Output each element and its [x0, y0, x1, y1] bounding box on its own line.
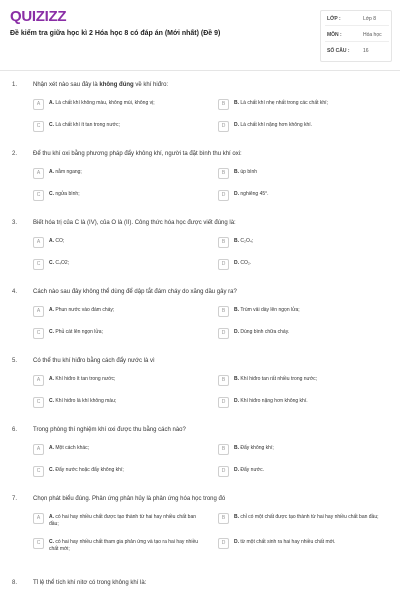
option-c[interactable]: C C. C₄O2; [33, 259, 193, 272]
option-c[interactable]: C C. Là chất khí ít tan trong nước; [33, 121, 193, 134]
option-d[interactable]: D D. Khí hiđro nặng hơn không khí. [218, 397, 378, 410]
meta-row-subject [325, 29, 389, 42]
question-text: Chọn phát biểu đúng. Phản ứng phân hủy là phản ứng hóa học trong đó [33, 496, 226, 502]
question-text: Cách nào sau đây không thể dùng để dập tắt đám cháy do xăng dầu gây ra? [33, 289, 237, 295]
option-d[interactable]: D D. nghiêng 45°. [218, 190, 378, 203]
option-a[interactable]: A A. CO; [33, 237, 193, 250]
option-badge-b: B [218, 99, 229, 110]
option-badge-c: C [33, 466, 44, 477]
option-b[interactable]: B B. Khí hiđro tan rất nhiều trong nước; [218, 375, 378, 388]
option-a[interactable]: A A. Khí hiđro ít tan trong nước; [33, 375, 193, 388]
option-a[interactable]: A A. Một cách khác; [33, 444, 193, 457]
option-badge-d: D [218, 259, 229, 270]
question-text: Để thu khí oxi bằng phương pháp đẩy không khí, người ta đặt bình thu khí oxi: [33, 151, 242, 157]
option-d[interactable]: D D. từ một chất sinh ra hai hay nhiều chất mới. [218, 538, 378, 558]
option-badge-b: B [218, 306, 229, 317]
question-number: 3. [12, 220, 18, 226]
option-b[interactable]: B B. Là chất khí nhẹ nhất trong các chất khí; [218, 99, 378, 112]
option-b[interactable]: B B. Đẩy không khí; [218, 444, 378, 457]
option-b[interactable]: B B. chỉ có một chất được tạo thành từ hai hay nhiều chất ban đầu; [218, 513, 378, 533]
option-a[interactable]: A A. có hai hay nhiều chất được tạo thành từ hai hay nhiều chất ban đầu; [33, 513, 193, 533]
quizizz-logo: QUIZIZZ [10, 8, 67, 25]
option-c[interactable]: C C. Đẩy nước hoặc đẩy không khí; [33, 466, 193, 479]
option-a[interactable]: A A. Phun nước vào đám cháy; [33, 306, 193, 319]
option-badge-a: A [33, 513, 44, 524]
option-b[interactable]: B B. úp bình [218, 168, 378, 181]
meta-value: 16 [363, 48, 369, 54]
option-badge-d: D [218, 121, 229, 132]
question-number: 2. [12, 151, 18, 157]
option-badge-b: B [218, 375, 229, 386]
option-d[interactable]: D D. Dùng bình chữa cháy. [218, 328, 378, 341]
question-number: 5. [12, 358, 18, 364]
meta-key: MÔN : [327, 32, 342, 38]
option-c[interactable]: C C. có hai hay nhiều chất tham gia phản ứng và tạo ra hai hay nhiều chất mới; [33, 538, 193, 558]
option-badge-d: D [218, 190, 229, 201]
option-d[interactable]: D D. CO₂. [218, 259, 378, 272]
option-a[interactable]: A A. Là chất khí không màu, không mùi, không vị; [33, 99, 193, 112]
question-number: 8. [12, 580, 18, 586]
option-badge-c: C [33, 397, 44, 408]
option-badge-b: B [218, 444, 229, 455]
option-badge-c: C [33, 259, 44, 270]
question-number: 6. [12, 427, 18, 433]
option-badge-a: A [33, 99, 44, 110]
meta-key: SỐ CÂU : [327, 48, 350, 54]
option-badge-a: A [33, 306, 44, 317]
question-text: Trong phòng thí nghiệm khí oxi được thu bằng cách nào? [33, 427, 186, 433]
option-badge-b: B [218, 168, 229, 179]
question-text: Nhận xét nào sau đây là không đúng về khí hiđro: [33, 82, 169, 88]
worksheet-header [0, 0, 400, 71]
option-b[interactable]: B B. C₂O₄; [218, 237, 378, 250]
option-badge-a: A [33, 444, 44, 455]
option-badge-d: D [218, 328, 229, 339]
question-number: 1. [12, 82, 18, 88]
option-c[interactable]: C C. Phủ cát lên ngọn lửa; [33, 328, 193, 341]
question-text: Tỉ lệ thể tích khí nitơ có trong không khí là: [33, 580, 147, 586]
question-text: Biết hóa trị của C là (IV), của O là (II). Công thức hóa học được viết đúng là: [33, 220, 236, 226]
question-text: Có thể thu khí hiđro bằng cách đẩy nước là vì [33, 358, 155, 364]
option-d[interactable]: D D. Đẩy nước. [218, 466, 378, 479]
option-badge-b: B [218, 237, 229, 248]
option-c[interactable]: C C. ngửa bình; [33, 190, 193, 203]
option-badge-d: D [218, 538, 229, 549]
option-b[interactable]: B B. Trùm vải dày lên ngọn lửa; [218, 306, 378, 319]
option-badge-b: B [218, 513, 229, 524]
question-number: 4. [12, 289, 18, 295]
option-d[interactable]: D D. Là chất khí nặng hơn không khí. [218, 121, 378, 134]
meta-value: Lớp 8 [363, 16, 377, 22]
option-a[interactable]: A A. nằm ngang; [33, 168, 193, 181]
option-badge-a: A [33, 237, 44, 248]
page-title: Đề kiểm tra giữa học kì 2 Hóa học 8 có đáp án (Mới nhất) (Đề 9) [10, 30, 221, 37]
option-badge-d: D [218, 466, 229, 477]
option-badge-a: A [33, 375, 44, 386]
meta-info-box [320, 10, 392, 62]
meta-value: Hóa học [363, 32, 382, 38]
meta-key: LỚP : [327, 16, 341, 22]
meta-row-count [325, 45, 389, 57]
meta-row-class [325, 13, 389, 26]
option-badge-a: A [33, 168, 44, 179]
question-number: 7. [12, 496, 18, 502]
option-badge-c: C [33, 190, 44, 201]
option-badge-c: C [33, 121, 44, 132]
option-badge-d: D [218, 397, 229, 408]
option-badge-c: C [33, 328, 44, 339]
option-badge-c: C [33, 538, 44, 549]
option-c[interactable]: C C. Khí hiđro là khí không màu; [33, 397, 193, 410]
